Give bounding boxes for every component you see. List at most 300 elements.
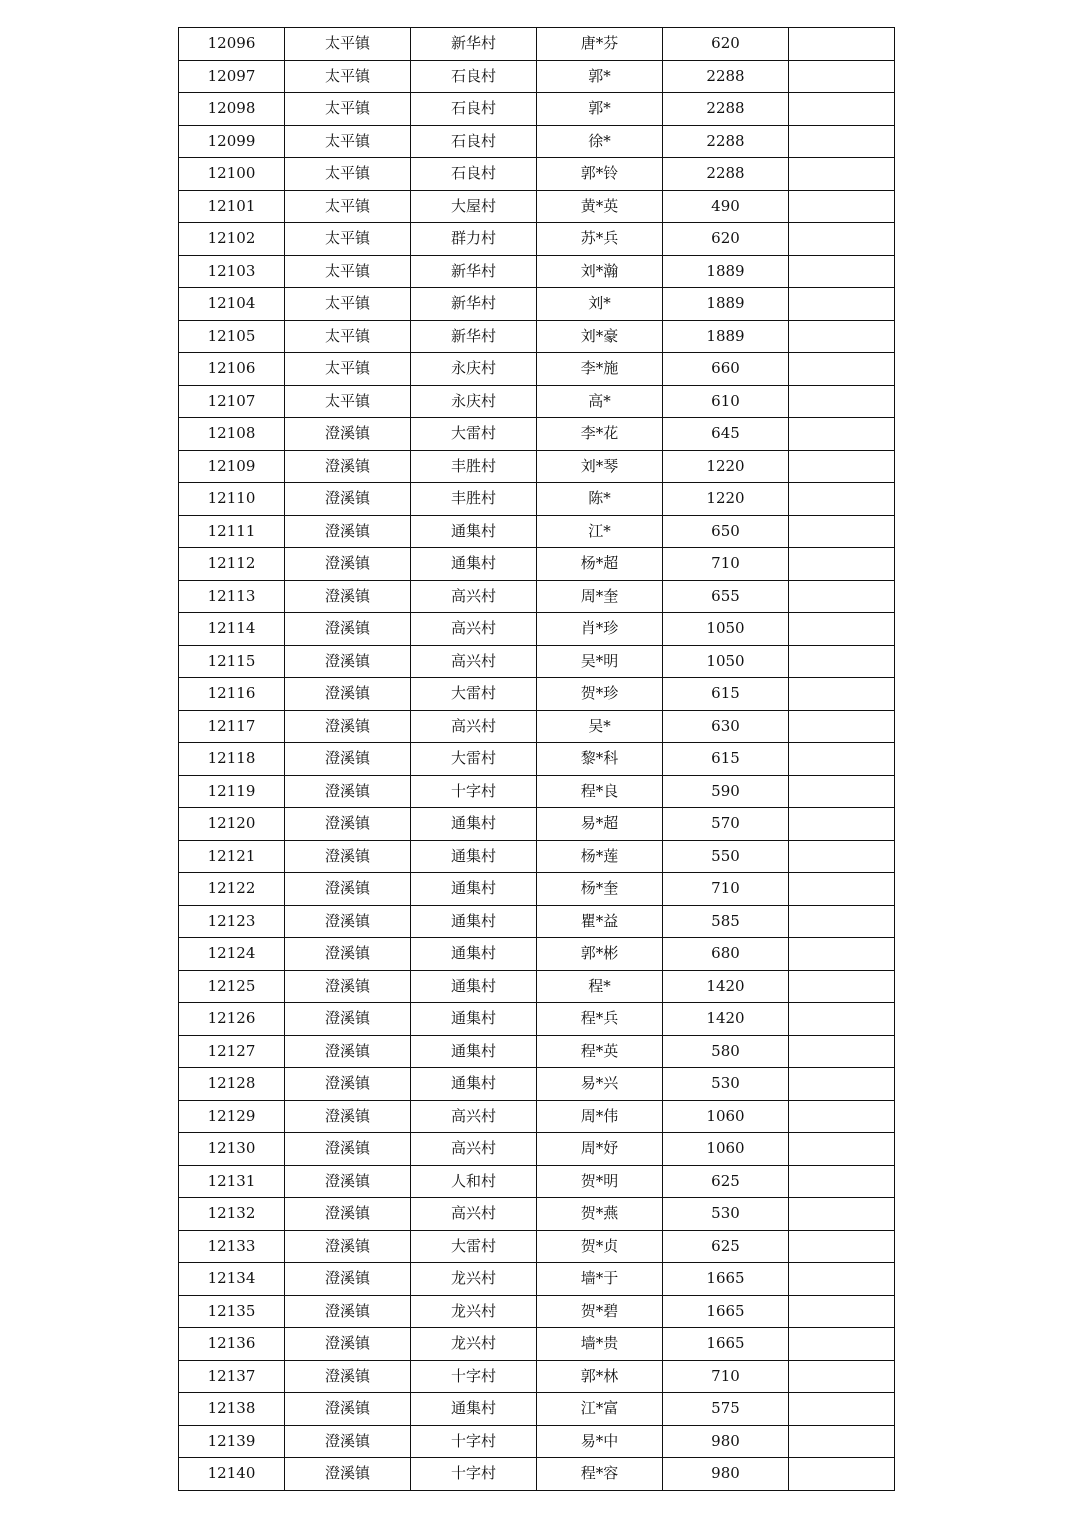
town-cell: 澄溪镇 (285, 1295, 411, 1328)
town-cell: 澄溪镇 (285, 1035, 411, 1068)
note-cell (789, 710, 895, 743)
town-cell: 澄溪镇 (285, 1360, 411, 1393)
amount-cell: 550 (663, 840, 789, 873)
name-cell: 黄*英 (537, 190, 663, 223)
note-cell (789, 970, 895, 1003)
note-cell (789, 938, 895, 971)
amount-cell: 530 (663, 1068, 789, 1101)
note-cell (789, 60, 895, 93)
row-id-cell: 12113 (179, 580, 285, 613)
row-id-cell: 12099 (179, 125, 285, 158)
table-row (179, 483, 895, 516)
note-cell (789, 905, 895, 938)
row-id-cell: 12108 (179, 418, 285, 451)
name-cell: 周*妤 (537, 1133, 663, 1166)
row-id-cell: 12105 (179, 320, 285, 353)
village-cell: 新华村 (411, 28, 537, 61)
amount-cell: 1665 (663, 1328, 789, 1361)
town-cell: 澄溪镇 (285, 580, 411, 613)
table-row (179, 1068, 895, 1101)
village-cell: 高兴村 (411, 710, 537, 743)
table-row (179, 1100, 895, 1133)
table-row (179, 873, 895, 906)
note-cell (789, 1328, 895, 1361)
row-id-cell: 12125 (179, 970, 285, 1003)
name-cell: 郭*彬 (537, 938, 663, 971)
row-id-cell: 12103 (179, 255, 285, 288)
note-cell (789, 190, 895, 223)
amount-cell: 1220 (663, 450, 789, 483)
row-id-cell: 12111 (179, 515, 285, 548)
note-cell (789, 775, 895, 808)
table-row (179, 1425, 895, 1458)
amount-cell: 2288 (663, 158, 789, 191)
row-id-cell: 12118 (179, 743, 285, 776)
table-row (179, 1393, 895, 1426)
note-cell (789, 1035, 895, 1068)
town-cell: 太平镇 (285, 28, 411, 61)
row-id-cell: 12102 (179, 223, 285, 256)
amount-cell: 615 (663, 743, 789, 776)
village-cell: 石良村 (411, 60, 537, 93)
village-cell: 通集村 (411, 808, 537, 841)
name-cell: 刘*琴 (537, 450, 663, 483)
town-cell: 澄溪镇 (285, 808, 411, 841)
town-cell: 太平镇 (285, 125, 411, 158)
table-row (179, 710, 895, 743)
village-cell: 十字村 (411, 1360, 537, 1393)
note-cell (789, 255, 895, 288)
amount-cell: 530 (663, 1198, 789, 1231)
name-cell: 贺*燕 (537, 1198, 663, 1231)
town-cell: 太平镇 (285, 353, 411, 386)
row-id-cell: 12138 (179, 1393, 285, 1426)
row-id-cell: 12106 (179, 353, 285, 386)
row-id-cell: 12096 (179, 28, 285, 61)
village-cell: 丰胜村 (411, 450, 537, 483)
town-cell: 澄溪镇 (285, 1458, 411, 1491)
note-cell (789, 1198, 895, 1231)
note-cell (789, 450, 895, 483)
note-cell (789, 93, 895, 126)
village-cell: 丰胜村 (411, 483, 537, 516)
table-row (179, 1133, 895, 1166)
note-cell (789, 1295, 895, 1328)
table-row (179, 1003, 895, 1036)
village-cell: 高兴村 (411, 1133, 537, 1166)
row-id-cell: 12126 (179, 1003, 285, 1036)
amount-cell: 620 (663, 223, 789, 256)
amount-cell: 1665 (663, 1295, 789, 1328)
name-cell: 刘* (537, 288, 663, 321)
village-cell: 新华村 (411, 320, 537, 353)
village-cell: 石良村 (411, 125, 537, 158)
name-cell: 墙*于 (537, 1263, 663, 1296)
village-cell: 石良村 (411, 93, 537, 126)
town-cell: 澄溪镇 (285, 418, 411, 451)
village-cell: 通集村 (411, 905, 537, 938)
table-row (179, 223, 895, 256)
town-cell: 澄溪镇 (285, 1198, 411, 1231)
table-row (179, 1198, 895, 1231)
village-cell: 通集村 (411, 970, 537, 1003)
village-cell: 龙兴村 (411, 1295, 537, 1328)
name-cell: 吴* (537, 710, 663, 743)
name-cell: 陈* (537, 483, 663, 516)
note-cell (789, 1133, 895, 1166)
table-row (179, 255, 895, 288)
village-cell: 永庆村 (411, 385, 537, 418)
village-cell: 大雷村 (411, 678, 537, 711)
name-cell: 李*花 (537, 418, 663, 451)
note-cell (789, 808, 895, 841)
row-id-cell: 12098 (179, 93, 285, 126)
row-id-cell: 12097 (179, 60, 285, 93)
note-cell (789, 743, 895, 776)
note-cell (789, 1458, 895, 1491)
document-table-container (178, 27, 894, 1491)
note-cell (789, 613, 895, 646)
note-cell (789, 353, 895, 386)
table-row (179, 28, 895, 61)
amount-cell: 630 (663, 710, 789, 743)
name-cell: 贺*贞 (537, 1230, 663, 1263)
town-cell: 澄溪镇 (285, 483, 411, 516)
village-cell: 通集村 (411, 1393, 537, 1426)
table-row (179, 125, 895, 158)
table-row (179, 158, 895, 191)
town-cell: 太平镇 (285, 60, 411, 93)
table-row (179, 613, 895, 646)
name-cell: 江* (537, 515, 663, 548)
row-id-cell: 12109 (179, 450, 285, 483)
amount-cell: 2288 (663, 60, 789, 93)
town-cell: 澄溪镇 (285, 710, 411, 743)
town-cell: 澄溪镇 (285, 970, 411, 1003)
table-row (179, 1295, 895, 1328)
name-cell: 郭*铃 (537, 158, 663, 191)
town-cell: 澄溪镇 (285, 1003, 411, 1036)
amount-cell: 1220 (663, 483, 789, 516)
row-id-cell: 12101 (179, 190, 285, 223)
village-cell: 大雷村 (411, 1230, 537, 1263)
amount-cell: 710 (663, 1360, 789, 1393)
name-cell: 李*施 (537, 353, 663, 386)
town-cell: 澄溪镇 (285, 548, 411, 581)
note-cell (789, 1068, 895, 1101)
note-cell (789, 483, 895, 516)
amount-cell: 1060 (663, 1100, 789, 1133)
village-cell: 人和村 (411, 1165, 537, 1198)
town-cell: 太平镇 (285, 223, 411, 256)
name-cell: 刘*瀚 (537, 255, 663, 288)
note-cell (789, 320, 895, 353)
note-cell (789, 548, 895, 581)
name-cell: 程*容 (537, 1458, 663, 1491)
row-id-cell: 12107 (179, 385, 285, 418)
name-cell: 程* (537, 970, 663, 1003)
town-cell: 澄溪镇 (285, 1328, 411, 1361)
row-id-cell: 12127 (179, 1035, 285, 1068)
name-cell: 贺*碧 (537, 1295, 663, 1328)
town-cell: 澄溪镇 (285, 450, 411, 483)
name-cell: 江*富 (537, 1393, 663, 1426)
records-table (178, 27, 895, 1491)
note-cell (789, 385, 895, 418)
village-cell: 通集村 (411, 548, 537, 581)
amount-cell: 645 (663, 418, 789, 451)
table-row (179, 808, 895, 841)
note-cell (789, 1360, 895, 1393)
note-cell (789, 1100, 895, 1133)
town-cell: 澄溪镇 (285, 873, 411, 906)
village-cell: 通集村 (411, 840, 537, 873)
amount-cell: 710 (663, 548, 789, 581)
note-cell (789, 28, 895, 61)
amount-cell: 650 (663, 515, 789, 548)
name-cell: 高* (537, 385, 663, 418)
amount-cell: 615 (663, 678, 789, 711)
row-id-cell: 12136 (179, 1328, 285, 1361)
note-cell (789, 580, 895, 613)
note-cell (789, 288, 895, 321)
name-cell: 程*英 (537, 1035, 663, 1068)
row-id-cell: 12100 (179, 158, 285, 191)
name-cell: 郭* (537, 93, 663, 126)
table-row (179, 93, 895, 126)
name-cell: 程*兵 (537, 1003, 663, 1036)
village-cell: 通集村 (411, 873, 537, 906)
village-cell: 十字村 (411, 1458, 537, 1491)
note-cell (789, 840, 895, 873)
town-cell: 澄溪镇 (285, 1100, 411, 1133)
town-cell: 澄溪镇 (285, 613, 411, 646)
name-cell: 墙*贵 (537, 1328, 663, 1361)
village-cell: 十字村 (411, 1425, 537, 1458)
row-id-cell: 12122 (179, 873, 285, 906)
village-cell: 通集村 (411, 1068, 537, 1101)
amount-cell: 660 (663, 353, 789, 386)
row-id-cell: 12139 (179, 1425, 285, 1458)
table-row (179, 353, 895, 386)
name-cell: 杨*超 (537, 548, 663, 581)
table-row (179, 60, 895, 93)
town-cell: 澄溪镇 (285, 1263, 411, 1296)
note-cell (789, 125, 895, 158)
name-cell: 程*良 (537, 775, 663, 808)
town-cell: 太平镇 (285, 288, 411, 321)
town-cell: 澄溪镇 (285, 743, 411, 776)
table-row (179, 1035, 895, 1068)
name-cell: 郭* (537, 60, 663, 93)
village-cell: 龙兴村 (411, 1263, 537, 1296)
town-cell: 澄溪镇 (285, 1393, 411, 1426)
row-id-cell: 12119 (179, 775, 285, 808)
note-cell (789, 678, 895, 711)
amount-cell: 610 (663, 385, 789, 418)
row-id-cell: 12110 (179, 483, 285, 516)
amount-cell: 490 (663, 190, 789, 223)
village-cell: 大雷村 (411, 743, 537, 776)
row-id-cell: 12121 (179, 840, 285, 873)
table-row (179, 678, 895, 711)
amount-cell: 710 (663, 873, 789, 906)
town-cell: 太平镇 (285, 158, 411, 191)
name-cell: 徐* (537, 125, 663, 158)
town-cell: 澄溪镇 (285, 840, 411, 873)
table-row (179, 775, 895, 808)
name-cell: 苏*兵 (537, 223, 663, 256)
town-cell: 澄溪镇 (285, 1133, 411, 1166)
amount-cell: 590 (663, 775, 789, 808)
table-row (179, 1360, 895, 1393)
town-cell: 澄溪镇 (285, 905, 411, 938)
note-cell (789, 1425, 895, 1458)
name-cell: 易*超 (537, 808, 663, 841)
table-row (179, 580, 895, 613)
row-id-cell: 12133 (179, 1230, 285, 1263)
amount-cell: 1050 (663, 613, 789, 646)
name-cell: 周*奎 (537, 580, 663, 613)
table-row (179, 385, 895, 418)
village-cell: 通集村 (411, 938, 537, 971)
amount-cell: 2288 (663, 93, 789, 126)
town-cell: 太平镇 (285, 385, 411, 418)
village-cell: 通集村 (411, 1003, 537, 1036)
table-row (179, 645, 895, 678)
name-cell: 吴*明 (537, 645, 663, 678)
row-id-cell: 12132 (179, 1198, 285, 1231)
village-cell: 新华村 (411, 288, 537, 321)
table-row (179, 1230, 895, 1263)
table-row (179, 515, 895, 548)
note-cell (789, 1230, 895, 1263)
row-id-cell: 12134 (179, 1263, 285, 1296)
name-cell: 黎*科 (537, 743, 663, 776)
town-cell: 澄溪镇 (285, 1068, 411, 1101)
row-id-cell: 12116 (179, 678, 285, 711)
table-row (179, 905, 895, 938)
table-row (179, 938, 895, 971)
amount-cell: 1889 (663, 255, 789, 288)
row-id-cell: 12140 (179, 1458, 285, 1491)
row-id-cell: 12115 (179, 645, 285, 678)
row-id-cell: 12124 (179, 938, 285, 971)
row-id-cell: 12120 (179, 808, 285, 841)
note-cell (789, 1003, 895, 1036)
town-cell: 澄溪镇 (285, 775, 411, 808)
table-row (179, 970, 895, 1003)
table-row (179, 840, 895, 873)
amount-cell: 585 (663, 905, 789, 938)
note-cell (789, 515, 895, 548)
village-cell: 大雷村 (411, 418, 537, 451)
row-id-cell: 12114 (179, 613, 285, 646)
records-table-body (179, 28, 895, 1491)
village-cell: 十字村 (411, 775, 537, 808)
town-cell: 澄溪镇 (285, 645, 411, 678)
amount-cell: 680 (663, 938, 789, 971)
table-row (179, 190, 895, 223)
name-cell: 易*兴 (537, 1068, 663, 1101)
table-row (179, 320, 895, 353)
name-cell: 贺*珍 (537, 678, 663, 711)
village-cell: 高兴村 (411, 580, 537, 613)
name-cell: 肖*珍 (537, 613, 663, 646)
amount-cell: 575 (663, 1393, 789, 1426)
amount-cell: 580 (663, 1035, 789, 1068)
amount-cell: 2288 (663, 125, 789, 158)
town-cell: 太平镇 (285, 190, 411, 223)
amount-cell: 1050 (663, 645, 789, 678)
name-cell: 易*中 (537, 1425, 663, 1458)
amount-cell: 1889 (663, 288, 789, 321)
village-cell: 永庆村 (411, 353, 537, 386)
town-cell: 太平镇 (285, 320, 411, 353)
village-cell: 高兴村 (411, 1100, 537, 1133)
table-row (179, 418, 895, 451)
amount-cell: 625 (663, 1165, 789, 1198)
village-cell: 通集村 (411, 515, 537, 548)
table-row (179, 450, 895, 483)
village-cell: 通集村 (411, 1035, 537, 1068)
row-id-cell: 12112 (179, 548, 285, 581)
table-row (179, 743, 895, 776)
row-id-cell: 12131 (179, 1165, 285, 1198)
row-id-cell: 12123 (179, 905, 285, 938)
village-cell: 高兴村 (411, 1198, 537, 1231)
amount-cell: 655 (663, 580, 789, 613)
name-cell: 杨*奎 (537, 873, 663, 906)
amount-cell: 980 (663, 1458, 789, 1491)
village-cell: 高兴村 (411, 613, 537, 646)
row-id-cell: 12135 (179, 1295, 285, 1328)
name-cell: 郭*林 (537, 1360, 663, 1393)
table-row (179, 1165, 895, 1198)
row-id-cell: 12128 (179, 1068, 285, 1101)
table-row (179, 288, 895, 321)
town-cell: 澄溪镇 (285, 678, 411, 711)
table-row (179, 1263, 895, 1296)
table-row (179, 548, 895, 581)
amount-cell: 620 (663, 28, 789, 61)
amount-cell: 1420 (663, 1003, 789, 1036)
village-cell: 龙兴村 (411, 1328, 537, 1361)
note-cell (789, 223, 895, 256)
amount-cell: 1420 (663, 970, 789, 1003)
town-cell: 澄溪镇 (285, 1165, 411, 1198)
note-cell (789, 645, 895, 678)
name-cell: 周*伟 (537, 1100, 663, 1133)
town-cell: 太平镇 (285, 93, 411, 126)
town-cell: 澄溪镇 (285, 1425, 411, 1458)
note-cell (789, 158, 895, 191)
name-cell: 杨*莲 (537, 840, 663, 873)
name-cell: 瞿*益 (537, 905, 663, 938)
amount-cell: 1889 (663, 320, 789, 353)
amount-cell: 980 (663, 1425, 789, 1458)
note-cell (789, 418, 895, 451)
village-cell: 新华村 (411, 255, 537, 288)
row-id-cell: 12130 (179, 1133, 285, 1166)
town-cell: 澄溪镇 (285, 1230, 411, 1263)
table-row (179, 1328, 895, 1361)
amount-cell: 625 (663, 1230, 789, 1263)
note-cell (789, 873, 895, 906)
row-id-cell: 12129 (179, 1100, 285, 1133)
note-cell (789, 1393, 895, 1426)
village-cell: 大屋村 (411, 190, 537, 223)
